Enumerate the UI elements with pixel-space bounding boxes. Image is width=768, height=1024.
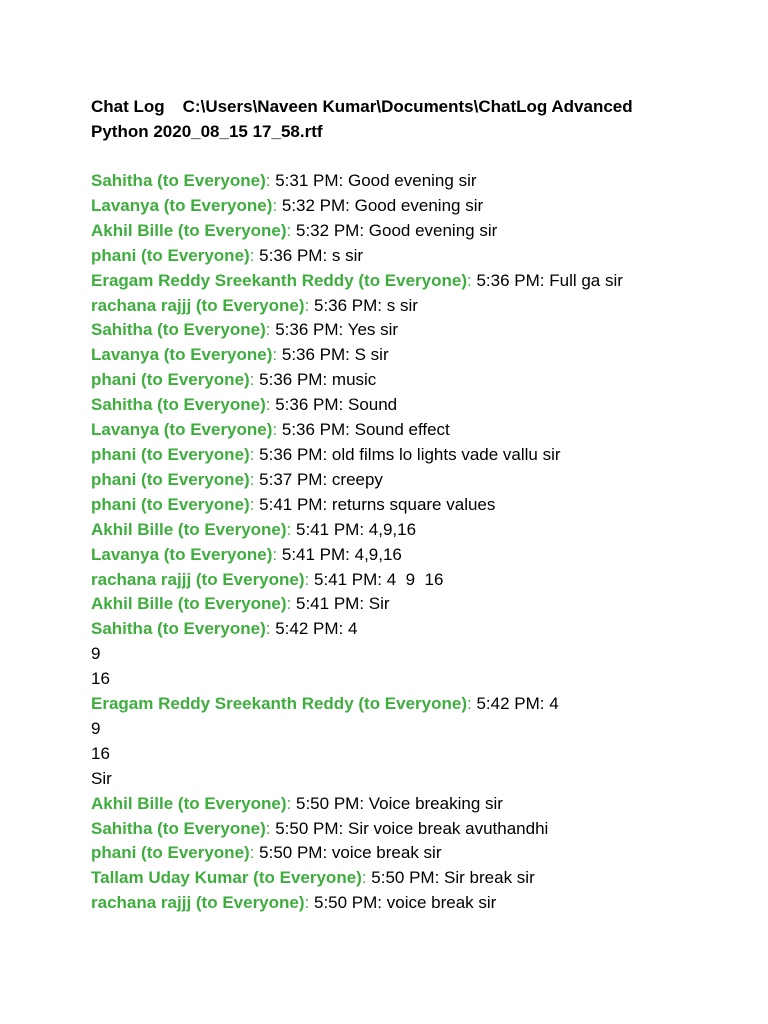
chat-message: 5:36 PM: s sir (309, 295, 418, 315)
chat-line (91, 817, 731, 842)
chat-message: 5:36 PM: old films lo lights vade vallu sir (254, 444, 561, 464)
chat-message: 5:36 PM: music (254, 370, 377, 390)
chat-sender: phani (to Everyone) (91, 469, 250, 489)
chat-message: 5:50 PM: Voice breaking sir (291, 793, 503, 813)
chat-message: 5:36 PM: Sound (270, 395, 398, 415)
chat-sender-colon: : (467, 694, 472, 714)
chat-message: 5:50 PM: voice break sir (309, 893, 497, 913)
title-prefix: Chat Log (91, 97, 165, 116)
chat-message: 5:31 PM: Good evening sir (270, 171, 477, 190)
chat-line (91, 219, 731, 244)
chat-sender: rachana rajjj (to Everyone) (91, 893, 305, 913)
chat-line (91, 866, 731, 891)
chat-sender: rachana rajjj (to Everyone) (91, 295, 305, 315)
chat-sender-colon: : (272, 345, 278, 365)
chat-sender: Lavanya (to Everyone) (91, 195, 273, 215)
chat-sender-colon: : (249, 370, 255, 390)
chat-sender-colon: : (265, 619, 271, 639)
chat-sender-colon: : (361, 868, 367, 888)
chat-line (91, 592, 731, 617)
chat-message: 5:36 PM: Sound effect (277, 420, 450, 440)
chat-line (91, 443, 731, 468)
chat-line (91, 194, 731, 219)
chat-sender-colon: : (249, 469, 255, 489)
chat-message: 9 (91, 718, 101, 738)
chat-line (91, 667, 731, 692)
chat-sender: Tallam Uday Kumar (to Everyone) (91, 868, 362, 888)
chat-line (91, 518, 731, 543)
chat-message: 5:41 PM: returns square values (254, 494, 496, 514)
chat-message: 5:37 PM: creepy (254, 469, 383, 489)
chat-line (91, 642, 731, 667)
chat-message: 5:41 PM: 4 9 16 (309, 569, 444, 589)
chat-line (91, 169, 731, 194)
chat-line (91, 568, 731, 593)
chat-message: 5:50 PM: voice break sir (254, 843, 442, 863)
chat-message: 9 (91, 644, 101, 664)
chat-sender: Akhil Bille (to Everyone) (91, 594, 287, 614)
document-page (91, 94, 731, 916)
chat-line (91, 343, 731, 368)
chat-sender-colon: : (265, 818, 271, 838)
chat-sender-colon: : (272, 544, 278, 564)
chat-sender: Akhil Bille (to Everyone) (91, 793, 287, 813)
chat-message: 16 (91, 743, 110, 763)
title-path-line2: Python 2020_08_15 17_58.rtf (91, 122, 323, 141)
chat-sender: Sahitha (to Everyone) (91, 395, 266, 415)
chat-sender-colon: : (286, 793, 292, 813)
chat-sender-colon: : (304, 893, 310, 913)
chat-message: 5:36 PM: s sir (254, 245, 364, 265)
chat-sender: phani (to Everyone) (91, 494, 250, 514)
chat-message: 5:32 PM: Good evening sir (291, 220, 498, 240)
chat-line (91, 717, 731, 742)
chat-line (91, 692, 731, 717)
chat-message: 5:36 PM: Full ga sir (471, 270, 623, 290)
chat-line (91, 368, 731, 393)
chat-sender: rachana rajjj (to Everyone) (91, 569, 305, 589)
chat-sender: phani (to Everyone) (91, 843, 250, 863)
chat-line (91, 617, 731, 642)
title-path-line1: C:\Users\Naveen Kumar\Documents\ChatLog Advanced (182, 97, 633, 116)
chat-line (91, 543, 731, 568)
chat-message: 5:36 PM: Yes sir (270, 320, 399, 340)
chat-sender: Lavanya (to Everyone) (91, 345, 273, 365)
chat-message: 5:50 PM: Sir break sir (366, 868, 535, 888)
chat-sender: Eragam Reddy Sreekanth Reddy (to Everyone) (91, 694, 468, 714)
chat-message: 5:42 PM: 4 (270, 619, 358, 639)
chat-sender-colon: : (304, 295, 310, 315)
document-title (91, 94, 731, 144)
chat-sender: phani (to Everyone) (91, 444, 250, 464)
chat-sender-colon: : (249, 444, 255, 464)
chat-sender: Akhil Bille (to Everyone) (91, 519, 287, 539)
chat-message: 5:41 PM: 4,9,16 (277, 544, 402, 564)
chat-sender-colon: : (249, 494, 255, 514)
chat-line (91, 742, 731, 767)
chat-line (91, 269, 731, 294)
chat-sender-colon: : (265, 171, 271, 190)
chat-sender: Eragam Reddy Sreekanth Reddy (to Everyone) (91, 270, 468, 290)
chat-sender: Lavanya (to Everyone) (91, 420, 273, 440)
chat-line (91, 318, 731, 343)
chat-sender: phani (to Everyone) (91, 245, 250, 265)
chat-sender-colon: : (304, 569, 310, 589)
chat-sender-colon: : (272, 195, 278, 215)
chat-message: 5:36 PM: S sir (277, 345, 389, 365)
chat-sender-colon: : (467, 270, 472, 290)
chat-line (91, 393, 731, 418)
chat-message: 5:50 PM: Sir voice break avuthandhi (270, 818, 549, 838)
chat-line (91, 891, 731, 916)
chat-sender: phani (to Everyone) (91, 370, 250, 390)
chat-line (91, 493, 731, 518)
chat-log (91, 169, 731, 916)
chat-sender-colon: : (249, 843, 255, 863)
chat-sender: Sahitha (to Everyone) (91, 619, 266, 639)
chat-line (91, 841, 731, 866)
chat-line (91, 294, 731, 319)
chat-message: 5:41 PM: 4,9,16 (291, 519, 417, 539)
chat-line (91, 767, 731, 792)
chat-sender: Sahitha (to Everyone) (91, 320, 266, 340)
chat-sender-colon: : (265, 395, 271, 415)
chat-sender: Sahitha (to Everyone) (91, 171, 266, 190)
chat-message: 5:41 PM: Sir (291, 594, 390, 614)
chat-line (91, 244, 731, 269)
chat-sender-colon: : (286, 220, 292, 240)
chat-message: 5:42 PM: 4 (471, 694, 559, 714)
chat-sender-colon: : (265, 320, 271, 340)
chat-sender-colon: : (249, 245, 255, 265)
chat-message: 16 (91, 669, 110, 689)
chat-line (91, 468, 731, 493)
chat-line (91, 792, 731, 817)
chat-line (91, 418, 731, 443)
chat-sender-colon: : (272, 420, 278, 440)
chat-sender-colon: : (286, 519, 292, 539)
chat-sender-colon: : (286, 594, 292, 614)
chat-sender: Sahitha (to Everyone) (91, 818, 266, 838)
chat-sender: Akhil Bille (to Everyone) (91, 220, 287, 240)
chat-sender: Lavanya (to Everyone) (91, 544, 273, 564)
chat-message: Sir (91, 768, 112, 788)
chat-message: 5:32 PM: Good evening sir (277, 195, 484, 215)
